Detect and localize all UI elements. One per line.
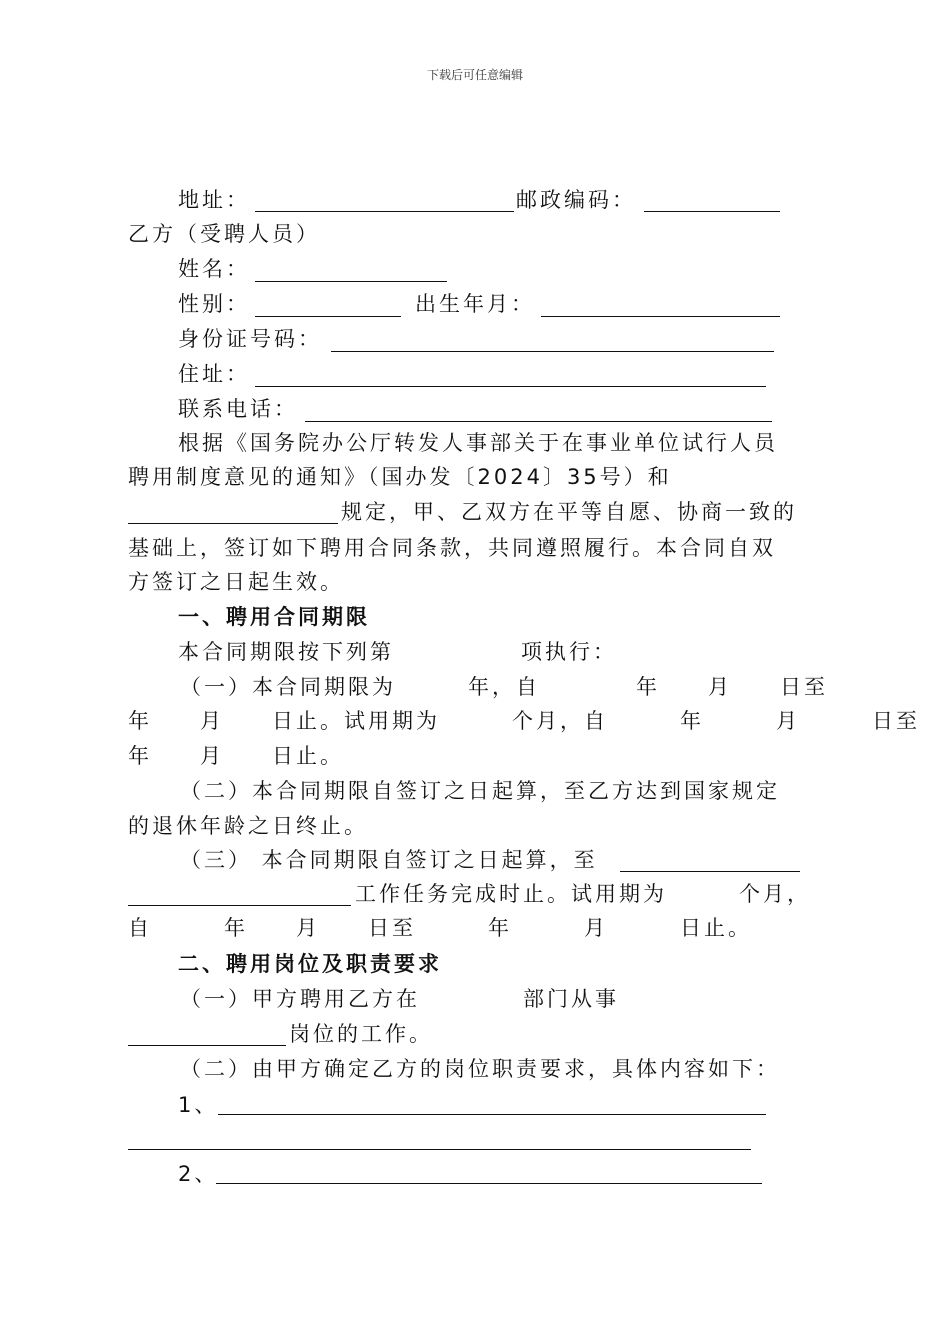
gender-blank[interactable] xyxy=(255,316,401,317)
preamble-line: 聘用制度意见的通知》（国办发〔2024〕35号）和 xyxy=(128,465,672,489)
regulation-blank[interactable] xyxy=(128,523,338,524)
position-item-1-suffix: 岗位的工作。 xyxy=(289,1022,433,1046)
residence-label: 住址： xyxy=(178,362,250,386)
id-number-label: 身份证号码： xyxy=(178,327,322,351)
term-item-3: 工作任务完成时止。试用期为 个月， xyxy=(355,882,811,906)
birth-blank[interactable] xyxy=(541,316,780,317)
term-item-1: 年 月 日止。试用期为 个月，自 年 月 日至 xyxy=(128,709,920,733)
id-number-blank[interactable] xyxy=(331,351,774,352)
term-item-2: 的退休年龄之日终止。 xyxy=(128,814,368,838)
phone-blank[interactable] xyxy=(305,421,772,422)
section-heading: 一、聘用合同期限 xyxy=(178,605,370,629)
preamble-line: 根据《国务院办公厅转发人事部关于在事业单位试行人员 xyxy=(178,431,778,455)
duty-1-label: 1、 xyxy=(178,1093,219,1117)
term-intro-suffix: 项执行： xyxy=(521,640,617,664)
birth-label: 出生年月： xyxy=(415,292,535,316)
position-item-2: （二）由甲方确定乙方的岗位职责要求，具体内容如下： xyxy=(180,1057,780,1081)
party-b-title: 乙方（受聘人员） xyxy=(128,222,320,246)
phone-label: 联系电话： xyxy=(178,397,298,421)
duty-2-blank[interactable] xyxy=(216,1183,762,1184)
postal-code-blank[interactable] xyxy=(644,211,780,212)
preamble-line: 基础上，签订如下聘用合同条款，共同遵照履行。本合同自双 xyxy=(128,536,776,560)
gender-label: 性别： xyxy=(178,292,250,316)
residence-blank[interactable] xyxy=(255,386,766,387)
duty-1-blank-2[interactable] xyxy=(128,1149,751,1150)
preamble-line: 规定，甲、乙双方在平等自愿、协商一致的 xyxy=(341,500,797,524)
duty-2-label: 2、 xyxy=(178,1162,219,1186)
name-blank[interactable] xyxy=(255,281,447,282)
task-blank[interactable] xyxy=(620,871,800,872)
duty-1-blank[interactable] xyxy=(218,1114,766,1115)
address-label: 地址： xyxy=(178,188,250,212)
position-item-1-dept: 部门从事 xyxy=(523,987,619,1011)
term-item-3: 自 年 月 日至 年 月 日止。 xyxy=(128,916,752,940)
address-blank[interactable] xyxy=(255,211,514,212)
term-item-1: （一）本合同期限为 年，自 年 月 日至 xyxy=(180,675,828,699)
term-item-2: （二）本合同期限自签订之日起算，至乙方达到国家规定 xyxy=(180,779,780,803)
name-label: 姓名： xyxy=(178,257,250,281)
term-item-3: （三） 本合同期限自签订之日起算，至 xyxy=(180,848,598,872)
page-header: 下载后可任意编辑 xyxy=(426,68,523,82)
position-blank[interactable] xyxy=(128,1045,286,1046)
preamble-line: 方签订之日起生效。 xyxy=(128,570,344,594)
postal-code-label: 邮政编码： xyxy=(516,188,636,212)
term-item-1: 年 月 日止。 xyxy=(128,744,344,768)
section-heading: 二、聘用岗位及职责要求 xyxy=(178,952,442,976)
position-item-1: （一）甲方聘用乙方在 xyxy=(180,987,420,1011)
task-blank-2[interactable] xyxy=(128,905,351,906)
term-intro: 本合同期限按下列第 xyxy=(178,640,394,664)
